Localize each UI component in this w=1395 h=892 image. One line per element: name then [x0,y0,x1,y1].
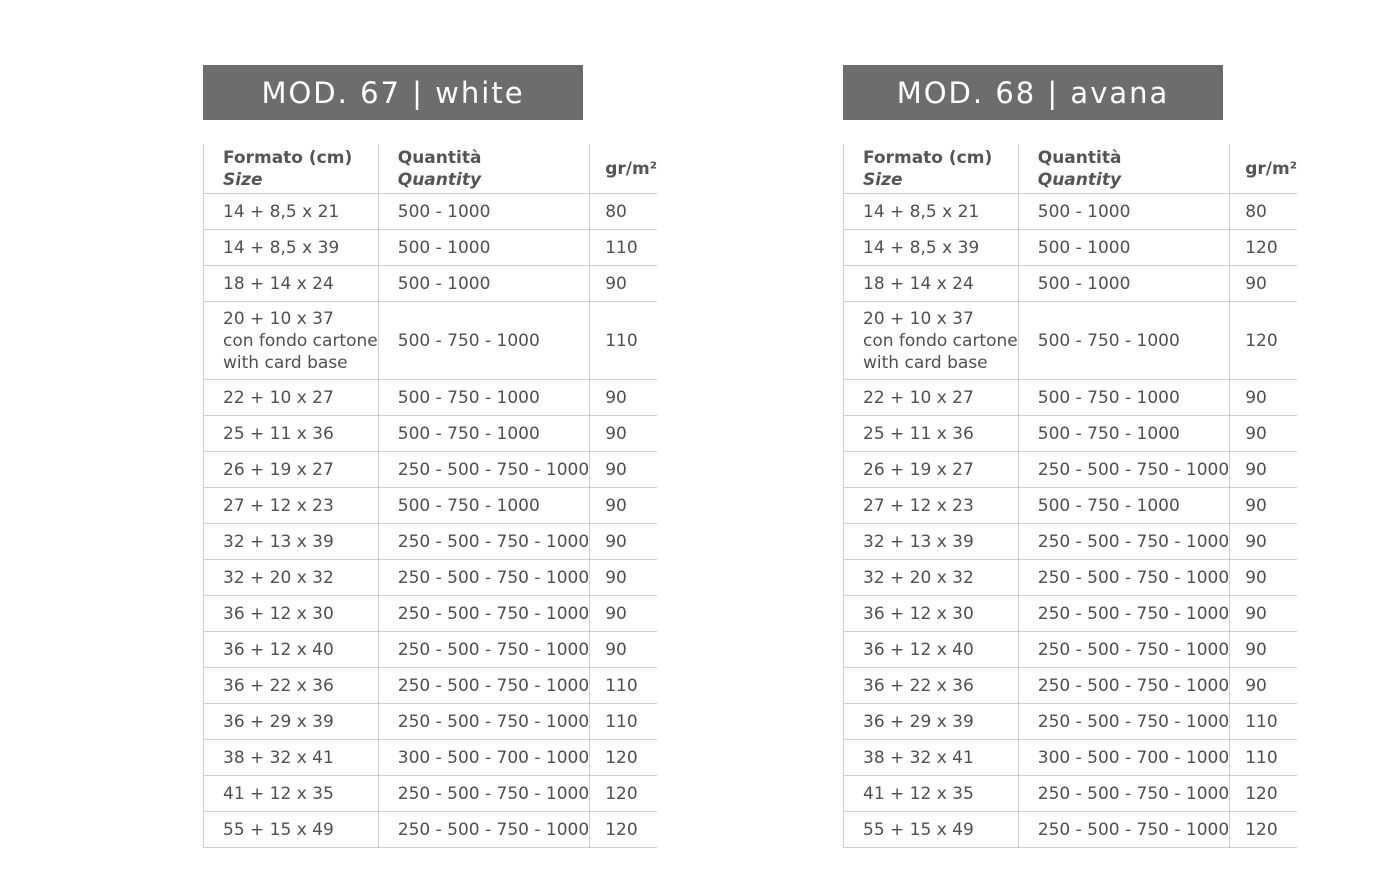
table-title: MOD. 67 | white [203,65,583,120]
size-value: 26 + 19 x 27 [223,459,334,480]
cell-size [844,488,1019,524]
size-value: 20 + 10 x 37 [863,308,974,329]
table-row [204,452,658,488]
cell-size [204,416,379,452]
cell-weight: 90 [1230,488,1297,524]
cell-size [844,380,1019,416]
size-value: 36 + 12 x 40 [223,639,334,660]
table-row [844,452,1298,488]
cell-weight: 120 [1230,812,1297,848]
header-size-label: Formato (cm) [863,147,993,168]
header-size [844,144,1019,194]
table-row [204,560,658,596]
cell-quantity: 250 - 500 - 750 - 1000 [378,524,589,560]
header-quantity [1018,144,1229,194]
cell-size [844,452,1019,488]
cell-weight: 90 [1230,524,1297,560]
table-row [844,560,1298,596]
table-row [844,812,1298,848]
cell-size [204,740,379,776]
header-quantity [378,144,589,194]
table-row [844,230,1298,266]
table-row [204,488,658,524]
size-value: 22 + 10 x 27 [863,387,974,408]
cell-size [204,266,379,302]
table-row [204,812,658,848]
table-row [204,230,658,266]
table-row [204,704,658,740]
header-quantity-sublabel: Quantity [1037,169,1122,190]
cell-size [844,776,1019,812]
cell-size [204,812,379,848]
specs-table [203,144,657,848]
cell-quantity: 500 - 750 - 1000 [1018,416,1229,452]
cell-weight: 90 [1230,668,1297,704]
table-row [204,632,658,668]
cell-size [844,302,1019,380]
cell-size [204,524,379,560]
table-header-row [844,144,1298,194]
size-value: 27 + 12 x 23 [223,495,334,516]
cell-quantity: 250 - 500 - 750 - 1000 [378,596,589,632]
cell-quantity: 500 - 1000 [378,266,589,302]
cell-weight: 90 [590,596,657,632]
cell-size [204,668,379,704]
cell-quantity: 250 - 500 - 750 - 1000 [378,452,589,488]
size-value: 36 + 12 x 30 [863,603,974,624]
cell-size [204,632,379,668]
size-value: 27 + 12 x 23 [863,495,974,516]
cell-size [844,596,1019,632]
cell-weight: 90 [590,380,657,416]
table-row [204,740,658,776]
cell-size [844,524,1019,560]
table-row [844,302,1298,380]
size-value: 32 + 20 x 32 [863,567,974,588]
cell-weight: 120 [1230,230,1297,266]
header-size-sublabel: Size [863,169,903,190]
cell-quantity: 250 - 500 - 750 - 1000 [1018,632,1229,668]
cell-weight: 80 [590,194,657,230]
cell-size [844,416,1019,452]
table-row [844,704,1298,740]
cell-size [844,632,1019,668]
size-value: 41 + 12 x 35 [863,783,974,804]
cell-quantity: 500 - 750 - 1000 [378,488,589,524]
cell-quantity: 300 - 500 - 700 - 1000 [1018,740,1229,776]
cell-weight: 90 [590,524,657,560]
size-value: 18 + 14 x 24 [863,273,974,294]
cell-quantity: 300 - 500 - 700 - 1000 [378,740,589,776]
cell-size [844,230,1019,266]
header-weight [590,144,657,194]
header-weight-label: gr/m² [605,158,658,179]
cell-weight: 90 [590,632,657,668]
cell-size [844,560,1019,596]
cell-weight: 90 [1230,380,1297,416]
cell-quantity: 250 - 500 - 750 - 1000 [1018,596,1229,632]
table-row [204,668,658,704]
cell-size [844,194,1019,230]
size-value: 14 + 8,5 x 39 [863,237,980,258]
header-quantity-sublabel: Quantity [397,169,482,190]
cell-quantity: 250 - 500 - 750 - 1000 [378,632,589,668]
cell-size [204,380,379,416]
cell-size [204,230,379,266]
cell-weight: 120 [1230,776,1297,812]
table-row [204,524,658,560]
cell-size [204,560,379,596]
header-quantity-label: Quantità [1037,147,1122,168]
size-value: 36 + 12 x 30 [223,603,334,624]
size-note-en: with card base [863,352,988,373]
cell-weight: 90 [590,488,657,524]
size-value: 14 + 8,5 x 39 [223,237,340,258]
header-size-sublabel: Size [223,169,263,190]
cell-quantity: 250 - 500 - 750 - 1000 [1018,812,1229,848]
cell-weight: 90 [590,266,657,302]
size-value: 26 + 19 x 27 [863,459,974,480]
cell-size [844,812,1019,848]
size-value: 25 + 11 x 36 [223,423,334,444]
cell-weight: 120 [590,812,657,848]
table-row [844,488,1298,524]
size-value: 38 + 32 x 41 [223,747,334,768]
table-row [844,740,1298,776]
size-value: 18 + 14 x 24 [223,273,334,294]
cell-weight: 90 [590,452,657,488]
cell-weight: 110 [590,302,657,380]
cell-weight: 80 [1230,194,1297,230]
cell-quantity: 500 - 1000 [378,230,589,266]
cell-quantity: 250 - 500 - 750 - 1000 [1018,776,1229,812]
table-row [844,596,1298,632]
cell-quantity: 500 - 750 - 1000 [1018,488,1229,524]
cell-quantity: 250 - 500 - 750 - 1000 [1018,560,1229,596]
table-row [204,266,658,302]
cell-weight: 120 [1230,302,1297,380]
cell-quantity: 500 - 750 - 1000 [378,302,589,380]
table-row [204,776,658,812]
size-note: con fondo cartone [863,330,1018,351]
cell-quantity: 250 - 500 - 750 - 1000 [378,812,589,848]
size-value: 32 + 20 x 32 [223,567,334,588]
size-value: 41 + 12 x 35 [223,783,334,804]
table-row [844,668,1298,704]
cell-size [204,776,379,812]
size-value: 55 + 15 x 49 [223,819,334,840]
cell-quantity: 250 - 500 - 750 - 1000 [378,776,589,812]
size-value: 22 + 10 x 27 [223,387,334,408]
size-value: 14 + 8,5 x 21 [863,201,980,222]
cell-quantity: 250 - 500 - 750 - 1000 [1018,524,1229,560]
table-row [204,302,658,380]
table-title: MOD. 68 | avana [843,65,1223,120]
cell-weight: 90 [1230,632,1297,668]
size-value: 20 + 10 x 37 [223,308,334,329]
cell-quantity: 500 - 750 - 1000 [1018,302,1229,380]
table-row [844,632,1298,668]
size-value: 38 + 32 x 41 [863,747,974,768]
size-value: 36 + 29 x 39 [863,711,974,732]
cell-weight: 110 [590,704,657,740]
cell-size [844,740,1019,776]
size-value: 36 + 22 x 36 [223,675,334,696]
cell-quantity: 250 - 500 - 750 - 1000 [378,668,589,704]
header-size [204,144,379,194]
size-value: 55 + 15 x 49 [863,819,974,840]
cell-weight: 90 [1230,266,1297,302]
cell-weight: 110 [1230,740,1297,776]
header-weight-label: gr/m² [1245,158,1298,179]
cell-weight: 90 [1230,452,1297,488]
table-row [844,380,1298,416]
cell-size [204,704,379,740]
panel-mod-68 [843,65,1298,840]
cell-weight: 90 [1230,596,1297,632]
table-row [204,194,658,230]
cell-quantity: 500 - 750 - 1000 [1018,380,1229,416]
header-quantity-label: Quantità [397,147,482,168]
size-value: 14 + 8,5 x 21 [223,201,340,222]
table-row [844,416,1298,452]
table-row [204,596,658,632]
cell-quantity: 500 - 1000 [378,194,589,230]
cell-weight: 90 [1230,416,1297,452]
cell-quantity: 500 - 1000 [1018,230,1229,266]
cell-weight: 120 [590,776,657,812]
specs-table [843,144,1297,848]
cell-quantity: 250 - 500 - 750 - 1000 [378,704,589,740]
size-value: 25 + 11 x 36 [863,423,974,444]
table-row [844,776,1298,812]
cell-weight: 90 [590,416,657,452]
size-note-en: with card base [223,352,348,373]
table-header-row [204,144,658,194]
cell-weight: 120 [590,740,657,776]
cell-size [204,596,379,632]
size-value: 36 + 29 x 39 [223,711,334,732]
cell-size [844,704,1019,740]
cell-size [204,488,379,524]
cell-weight: 90 [1230,560,1297,596]
cell-weight: 110 [590,230,657,266]
cell-quantity: 250 - 500 - 750 - 1000 [1018,668,1229,704]
cell-weight: 90 [590,560,657,596]
table-row [204,416,658,452]
cell-quantity: 500 - 1000 [1018,194,1229,230]
size-value: 36 + 12 x 40 [863,639,974,660]
cell-quantity: 500 - 750 - 1000 [378,380,589,416]
cell-quantity: 250 - 500 - 750 - 1000 [1018,704,1229,740]
cell-size [844,668,1019,704]
cell-size [204,194,379,230]
cell-size [844,266,1019,302]
cell-size [204,452,379,488]
table-row [844,194,1298,230]
cell-weight: 110 [1230,704,1297,740]
header-size-label: Formato (cm) [223,147,353,168]
table-row [204,380,658,416]
header-weight [1230,144,1297,194]
cell-size [204,302,379,380]
cell-quantity: 500 - 1000 [1018,266,1229,302]
size-value: 32 + 13 x 39 [863,531,974,552]
table-row [844,266,1298,302]
table-row [844,524,1298,560]
size-value: 36 + 22 x 36 [863,675,974,696]
panel-mod-67 [203,65,658,840]
cell-quantity: 250 - 500 - 750 - 1000 [378,560,589,596]
cell-quantity: 250 - 500 - 750 - 1000 [1018,452,1229,488]
cell-quantity: 500 - 750 - 1000 [378,416,589,452]
cell-weight: 110 [590,668,657,704]
size-note: con fondo cartone [223,330,378,351]
size-value: 32 + 13 x 39 [223,531,334,552]
